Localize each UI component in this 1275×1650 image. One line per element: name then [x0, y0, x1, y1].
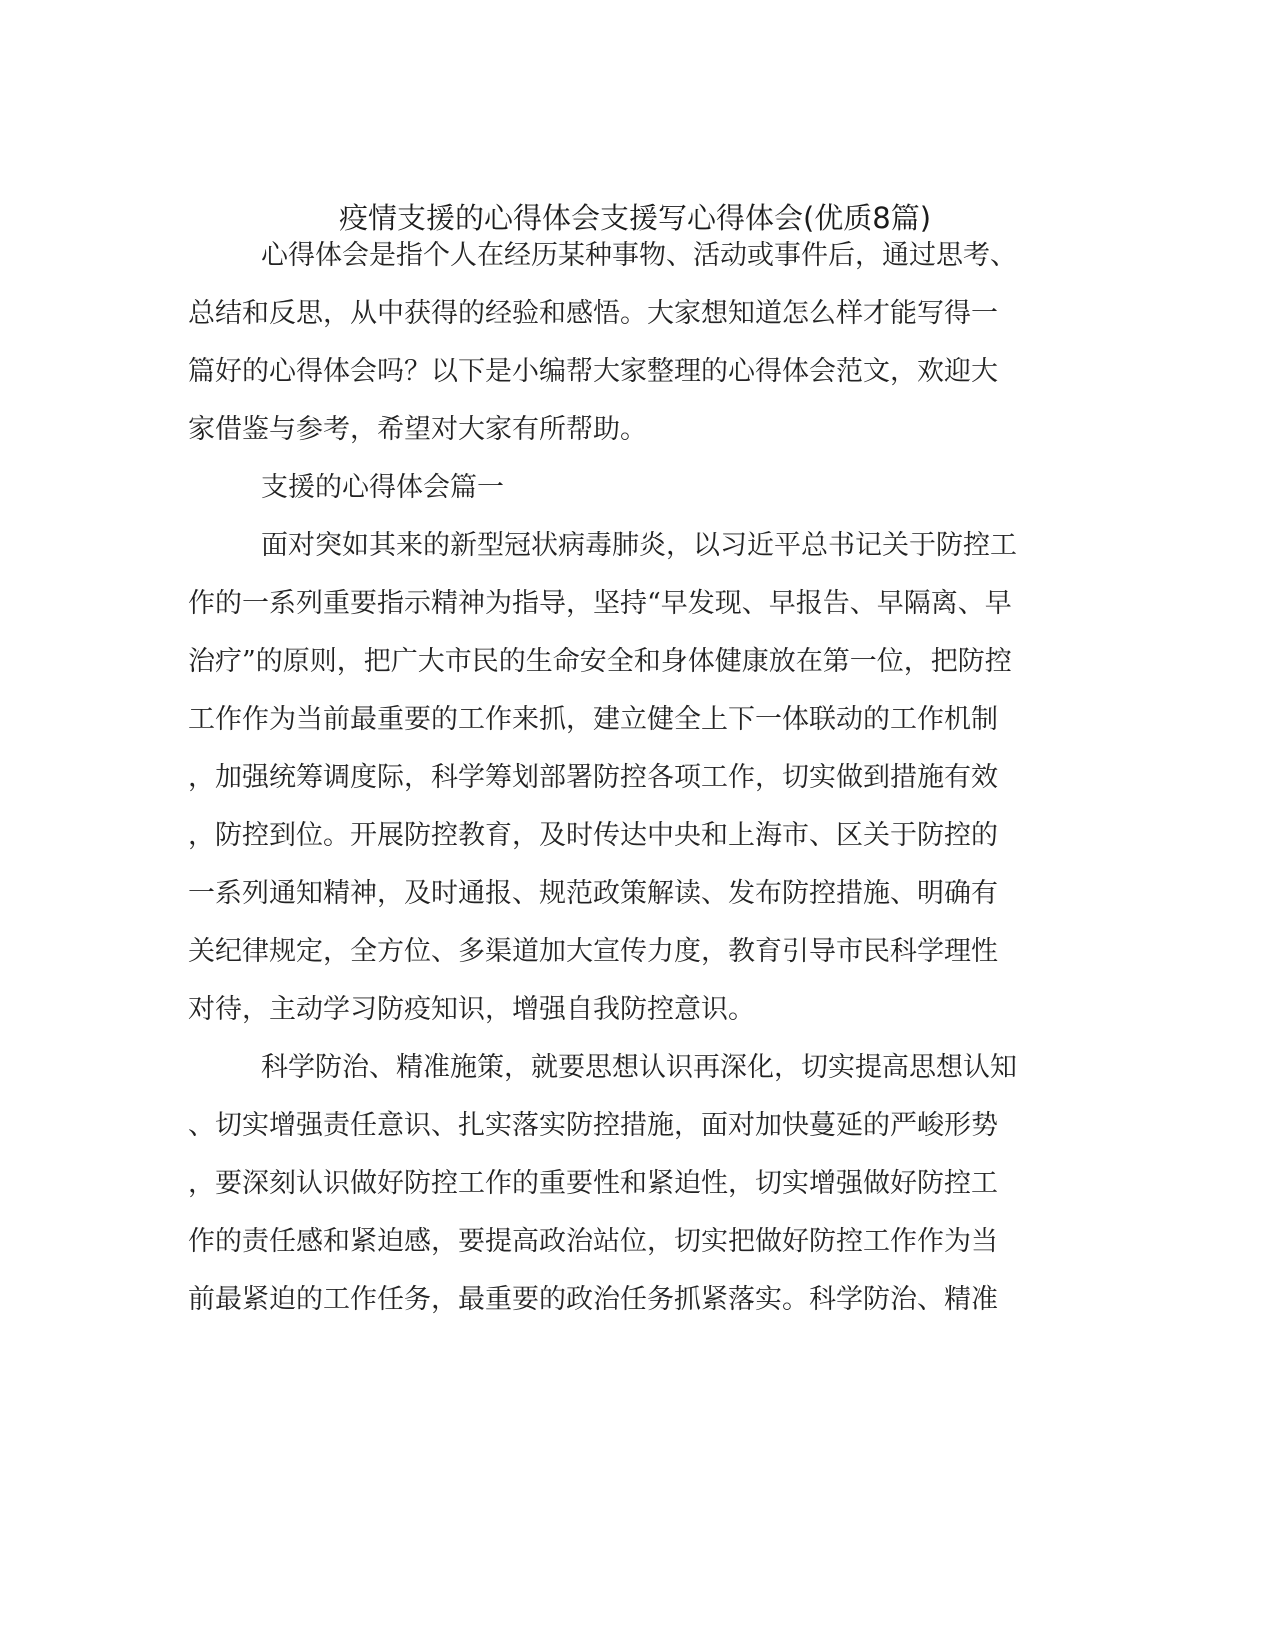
paragraph-line: 作的责任感和紧迫感，要提高政治站位，切实把做好防控工作作为当: [188, 1226, 998, 1257]
paragraph-line: 心得体会是指个人在经历某种事物、活动或事件后，通过思考、: [261, 240, 1017, 271]
paragraph-line: 、切实增强责任意识、扎实落实防控措施，面对加快蔓延的严峻形势: [188, 1110, 998, 1141]
paragraph-line: 科学防治、精准施策，就要思想认识再深化，切实提高思想认知: [261, 1052, 1017, 1083]
section-heading: 支援的心得体会篇一: [261, 472, 504, 503]
paragraph-line: 治疗”的原则，把广大市民的生命安全和身体健康放在第一位，把防控: [188, 646, 1012, 677]
paragraph-line: 前最紧迫的工作任务，最重要的政治任务抓紧落实。科学防治、精准: [188, 1284, 998, 1315]
paragraph-line: 工作作为当前最重要的工作来抓，建立健全上下一体联动的工作机制: [188, 704, 998, 735]
paragraph-line: 作的一系列重要指示精神为指导，坚持“早发现、早报告、早隔离、早: [188, 588, 1012, 619]
paragraph-line: 一系列通知精神，及时通报、规范政策解读、发布防控措施、明确有: [188, 878, 998, 909]
paragraph-line: 总结和反思，从中获得的经验和感悟。大家想知道怎么样才能写得一: [188, 298, 998, 329]
paragraph-line: 面对突如其来的新型冠状病毒肺炎，以习近平总书记关于防控工: [261, 530, 1017, 561]
document-title: 疫情支援的心得体会支援写心得体会(优质8篇): [338, 201, 932, 235]
paragraph-line: 对待，主动学习防疫知识，增强自我防控意识。: [188, 994, 755, 1025]
paragraph-line: ，防控到位。开展防控教育，及时传达中央和上海市、区关于防控的: [188, 820, 998, 851]
paragraph-line: ，要深刻认识做好防控工作的重要性和紧迫性，切实增强做好防控工: [188, 1168, 998, 1199]
paragraph-line: ，加强统筹调度际，科学筹划部署防控各项工作，切实做到措施有效: [188, 762, 998, 793]
paragraph-line: 家借鉴与参考，希望对大家有所帮助。: [188, 414, 647, 445]
paragraph-line: 关纪律规定，全方位、多渠道加大宣传力度，教育引导市民科学理性: [188, 936, 998, 967]
paragraph-line: 篇好的心得体会吗？以下是小编帮大家整理的心得体会范文，欢迎大: [188, 356, 998, 387]
